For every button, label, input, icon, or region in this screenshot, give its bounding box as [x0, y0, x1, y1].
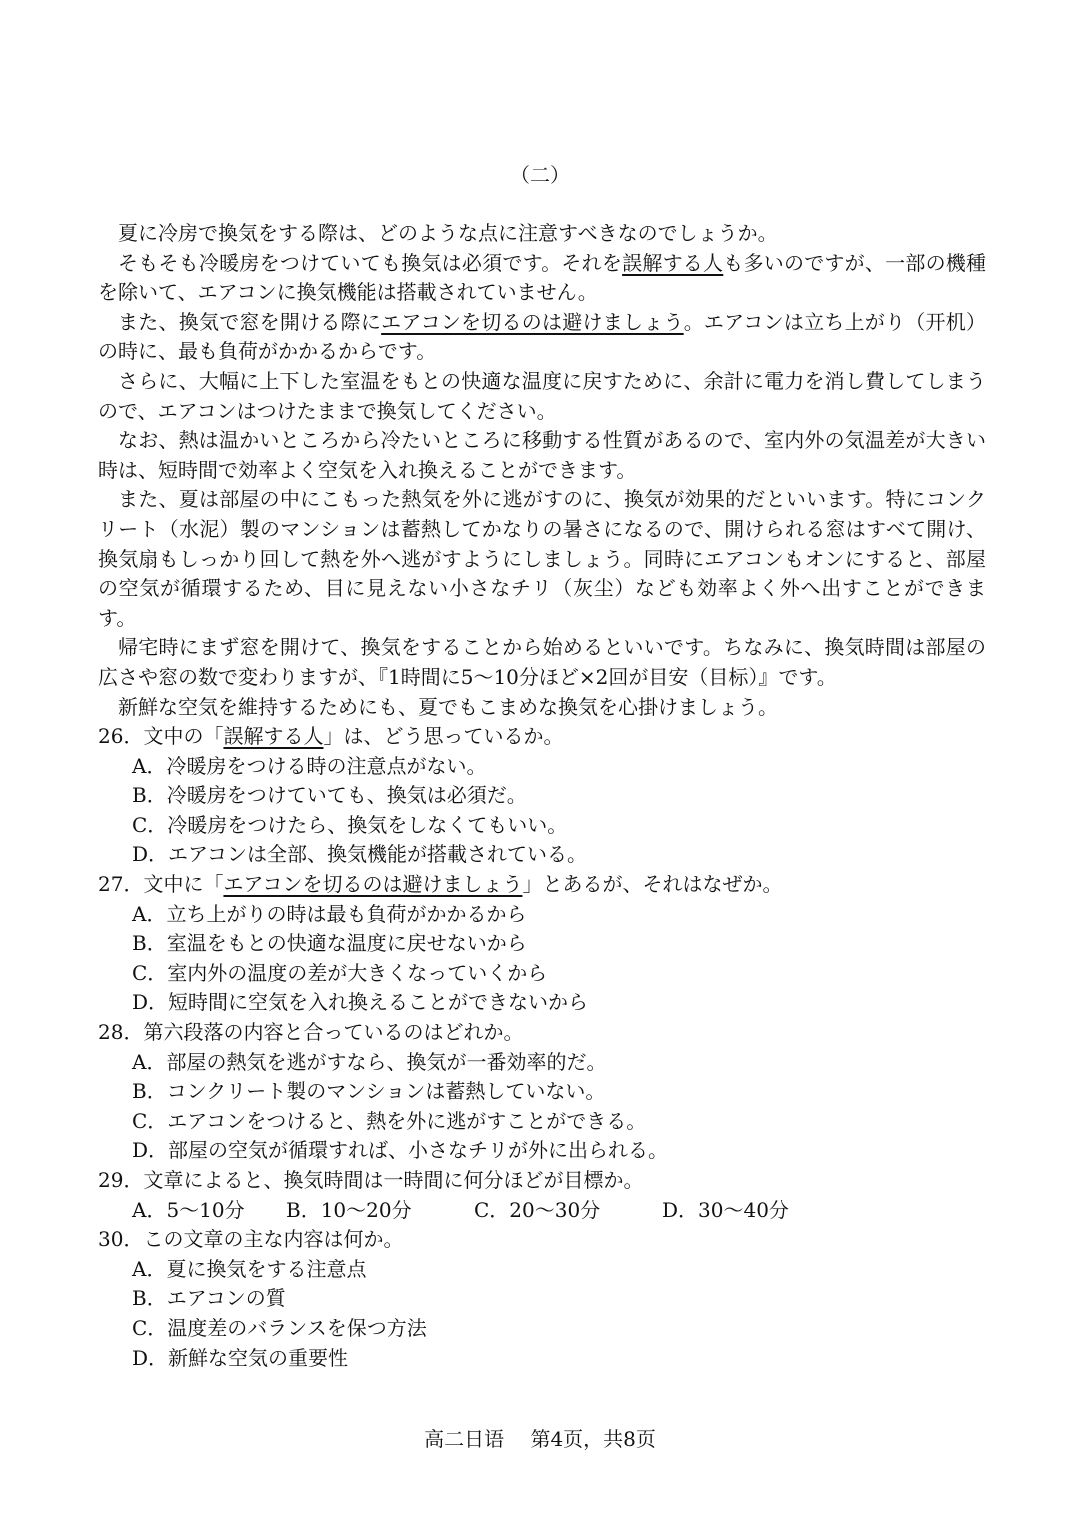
- passage-paragraph-7: 帰宅時にまず窓を開けて、換気をすることから始めるといいです。ちなみに、換気時間は部屋の広さや窓の数で変わりますが、『1時間に5〜10分ほど×2回が目安（目标）』です。: [98, 635, 986, 689]
- question-28-stem: 28．第六段落の内容と合っているのはどれか。: [98, 1020, 524, 1045]
- question-26-stem: [98, 722, 986, 752]
- question-29-stem: 29．文章によると、換気時間は一時間に何分ほどが目標か。: [98, 1168, 644, 1192]
- question-27-option-d: D．短時間に空気を入れ換えることができないから: [132, 990, 589, 1015]
- question-28-option-d: D．部屋の空気が循環すれば、小さなチリが外に出られる。: [132, 1138, 669, 1163]
- paragraph-text: また、換気で窓を開ける際に: [118, 309, 382, 334]
- question-text: 27．文中に「: [98, 872, 224, 897]
- question-26-option-d: D．エアコンは全部、換気機能が搭載されている。: [132, 842, 588, 867]
- passage-paragraph-5: なお、熱は温かいところから冷たいところに移動する性質があるので、室内外の気温差が大きい時は、短時間で効率よく空気を入れ換えることができます。: [98, 428, 986, 482]
- question-27-option-b: B．室温をもとの快適な温度に戻せないから: [132, 931, 527, 956]
- passage-paragraph-4: さらに、大幅に上下した室温をもとの快適な温度に戻すために、余計に電力を消し費してしまうので、エアコンはつけたままで換気してください。: [98, 368, 986, 423]
- question-30-option-a: A．夏に換気をする注意点: [132, 1256, 367, 1281]
- paragraph-text: も多いのですが、一部の機種を除いて、エアコンに換気機能は搭載されていません。: [98, 250, 987, 305]
- question-30-option-d: D．新鮮な空気の重要性: [132, 1345, 349, 1370]
- question-27-stem: [98, 870, 986, 900]
- question-29-option-d: D．30〜40分: [662, 1197, 789, 1222]
- question-28-option-a: A．部屋の熱気を逃がすなら、換気が一番効率的だ。: [132, 1049, 607, 1074]
- question-29-option-a: A．5〜10分: [132, 1197, 245, 1222]
- passage-paragraph-3: [98, 308, 986, 367]
- question-30-option-c: C．温度差のバランスを保つ方法: [132, 1315, 427, 1340]
- question-30-option-b: B．エアコンの質: [132, 1286, 286, 1311]
- passage-paragraph-2: [98, 249, 986, 308]
- question-underlined-phrase: エアコンを切るのは避けましょう: [223, 872, 523, 897]
- question-28-option-c: C．エアコンをつけると、熱を外に逃がすことができる。: [132, 1108, 647, 1133]
- question-29-option-c: C．20〜30分: [474, 1197, 601, 1222]
- question-text: 26．文中の「: [98, 724, 224, 749]
- passage-paragraph-6: また、夏は部屋の中にこもった熱気を外に逃がすのに、換気が効果的だといいます。特にコンクリート（水泥）製のマンションは蓄熱してかなりの暑さになるので、開けられる窓はすべて開け、換気扇もしっかり回して熱を外へ逃がすようにしましょう。同時にエアコンもオンにすると、部屋の空気が循環するため、目に見えない小さなチリ（灰尘）なども効率よく外へ出すことができます。: [98, 487, 986, 630]
- question-underlined-phrase: 誤解する人: [223, 724, 324, 749]
- underlined-phrase-misunderstanding: 誤解する人: [622, 250, 724, 275]
- question-text: 」は、どう思っているか。: [323, 724, 564, 749]
- paragraph-text: そもそも冷暖房をつけていても換気は必須です。それを: [118, 250, 623, 275]
- question-26-option-c: C．冷暖房をつけたら、換気をしなくてもいい。: [132, 812, 568, 837]
- passage-paragraph-1: 夏に冷房で換気をする際は、どのような点に注意すべきなのでしょうか。: [118, 221, 778, 245]
- question-29-option-b: B．10〜20分: [286, 1197, 412, 1222]
- question-27-option-a: A．立ち上がりの時は最も負荷がかかるから: [132, 901, 527, 926]
- question-26-option-a: A．冷暖房をつける時の注意点がない。: [132, 753, 487, 778]
- question-30-stem: 30．この文章の主な内容は何か。: [98, 1227, 404, 1252]
- question-27-option-c: C．室内外の温度の差が大きくなっていくから: [132, 960, 548, 985]
- reading-content: [98, 219, 986, 1373]
- question-28-option-b: B．コンクリート製のマンションは蓄熱していない。: [132, 1079, 606, 1104]
- question-text: 」とあるが、それはなぜか。: [522, 872, 783, 897]
- question-29-options: [98, 1196, 986, 1226]
- underlined-phrase-aircon: エアコンを切るのは避けましょう: [381, 309, 684, 334]
- section-title: （二）: [510, 163, 570, 187]
- question-26-option-b: B．冷暖房をつけていても、換気は必須だ。: [132, 783, 527, 808]
- page-footer: 高二日语 第4页，共8页: [424, 1427, 656, 1451]
- passage-paragraph-8: 新鮮な空気を維持するためにも、夏でもこまめな換気を心掛けましょう。: [118, 694, 778, 719]
- paragraph-text: 。エアコンは立ち上がり（开机）の時に、最も負荷がかかるからです。: [98, 309, 987, 364]
